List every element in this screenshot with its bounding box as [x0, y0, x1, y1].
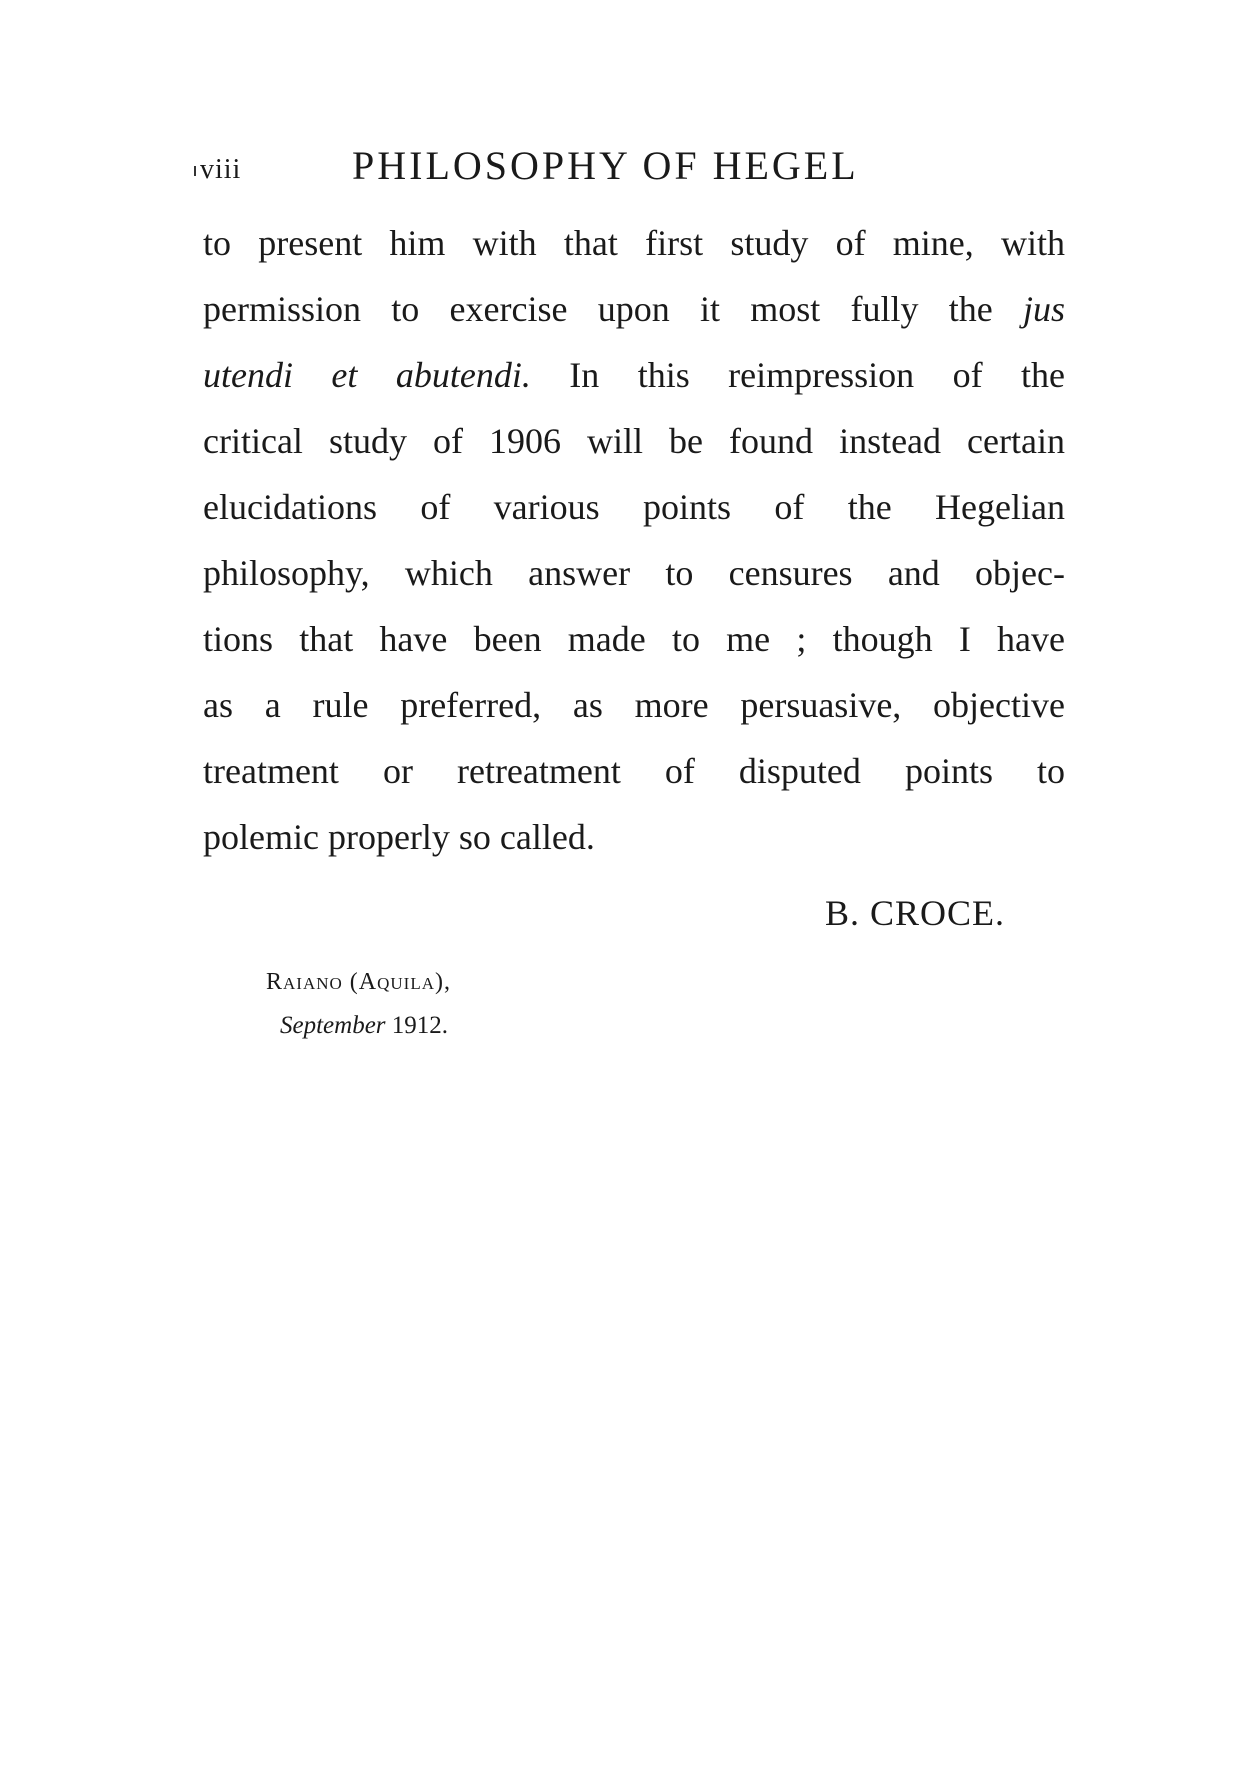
running-title: PHILOSOPHY OF HEGEL — [352, 143, 859, 188]
running-head — [200, 142, 960, 202]
text-line-6: philosophy, which answer to censures and objec- — [203, 553, 1065, 593]
text-line-9: treatment or retreatment of disputed points to — [203, 751, 1065, 791]
dateline-year: 1912. — [391, 1012, 449, 1039]
text-line-2 — [203, 276, 1065, 342]
author-signature: B. CROCE. — [825, 893, 1006, 933]
text-line-5: elucidations of various points of the Hegelian — [203, 487, 1065, 527]
page-number: viii — [200, 154, 242, 185]
text-line-8: as a rule preferred, as more persuasive, objective — [203, 685, 1065, 725]
italic-phrase-utendi: utendi et abutendi. — [203, 355, 531, 395]
text-line-4: critical study of 1906 will be found instead certain — [203, 421, 1065, 461]
dateline-month: September — [280, 1012, 386, 1039]
body-text — [203, 210, 1065, 870]
text-line-7: tions that have been made to me ; though I have — [203, 619, 1065, 659]
dateline-place: Raiano (Aquila), — [266, 969, 451, 995]
text-line-10: polemic properly so called. — [203, 817, 595, 857]
text-line-3-main: In this reimpression of the — [569, 355, 1066, 395]
text-line-3 — [203, 342, 1065, 408]
italic-phrase-jus: jus — [1022, 289, 1065, 329]
text-line-2-main: permission to exercise upon it most fully the — [203, 289, 993, 329]
dateline-date — [280, 1004, 448, 1048]
text-line-1: to present him with that first study of mine, with — [203, 223, 1065, 263]
